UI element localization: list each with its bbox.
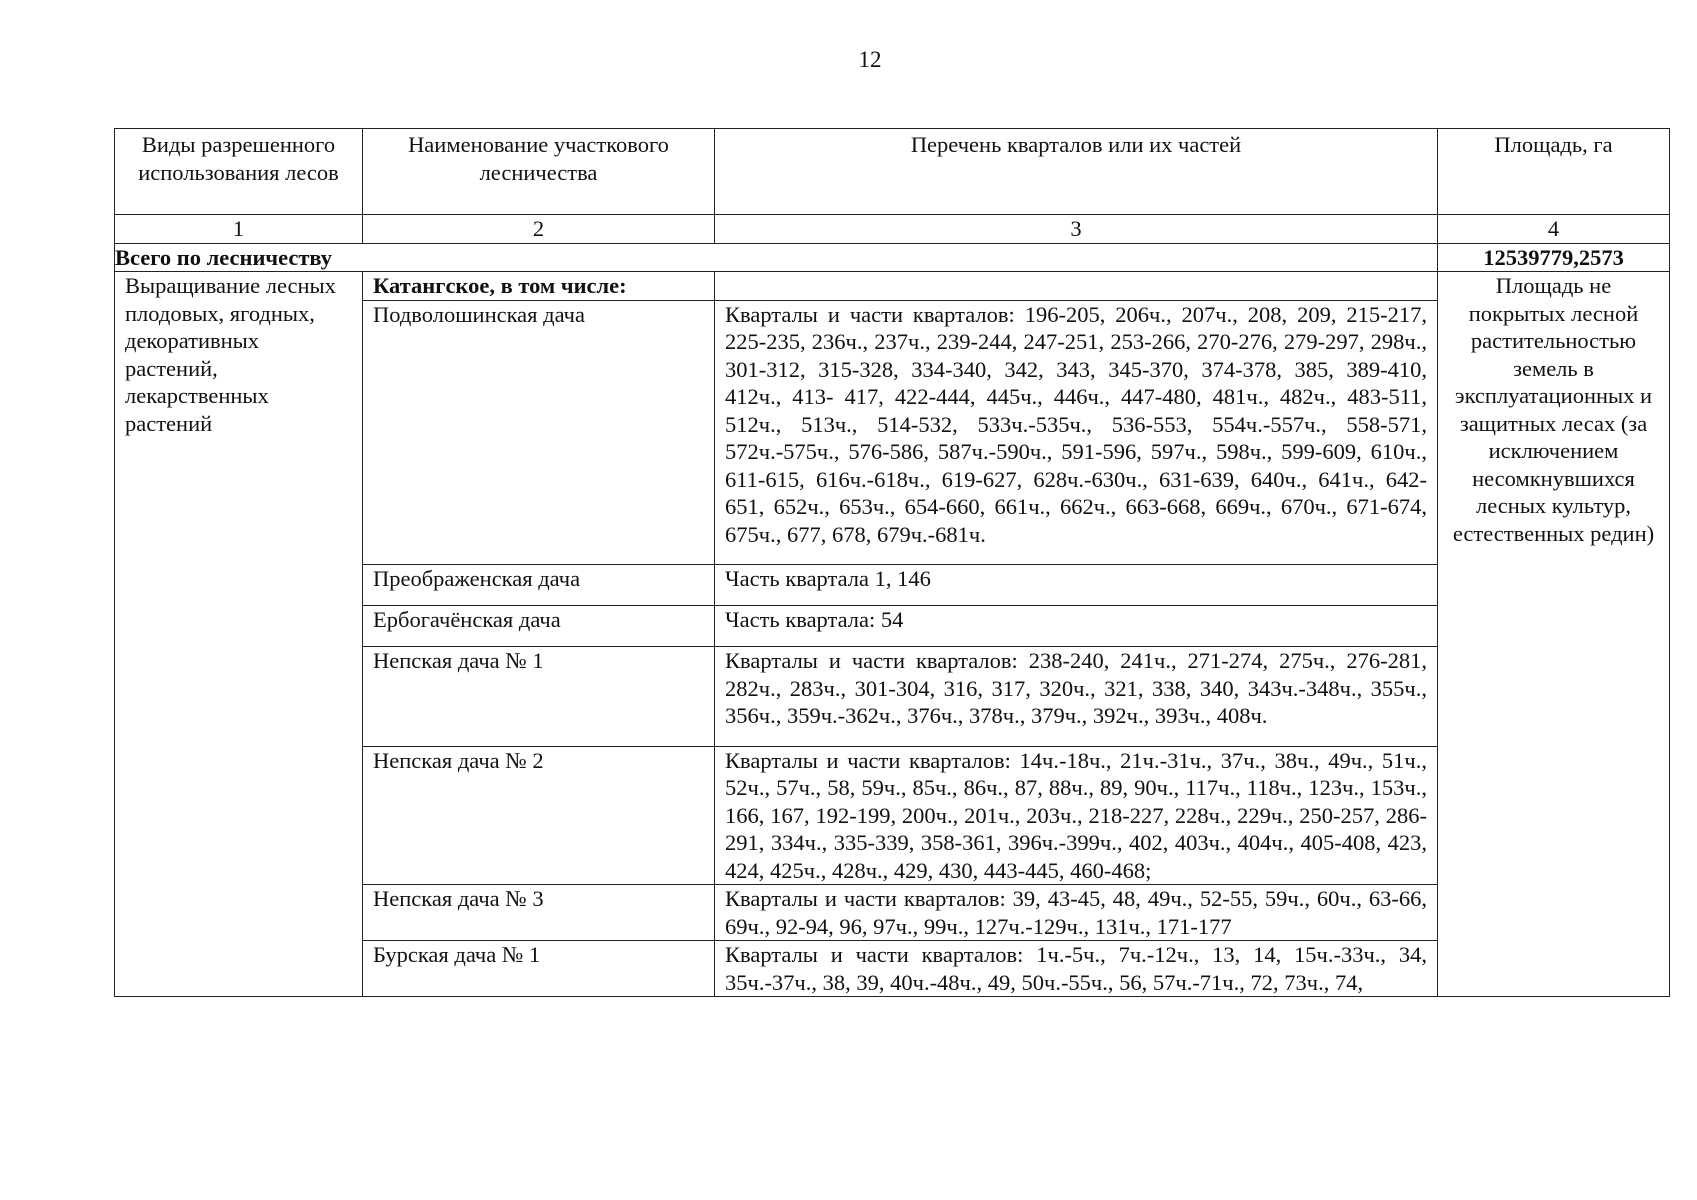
district-name: Подволошинская дача <box>363 300 715 565</box>
header-quarters-list: Перечень кварталов или их частей <box>715 129 1438 215</box>
empty-cell <box>715 272 1438 301</box>
quarters-list: Кварталы и части кварталов: 14ч.-18ч., 21ч.-31ч., 37ч., 38ч., 49ч., 51ч., 52ч., 57ч., 58, 59ч., 85ч., 86ч., 87, 88ч., 89, 90ч., 117ч., 118ч., 123ч., 153ч., 166, 167, 192-199, 200ч., 201ч., 203ч., 218-227, 228ч., 229ч., 250-257, 286-291, 334ч., 335-339, 358-361, 396ч.-399ч., 402, 403ч., 404ч., 405-408, 423, 424, 425ч., 428ч., 429, 430, 443-445, 460-468; <box>715 746 1438 885</box>
area-note-cell: Площадь не покрытых лесной растительностью земель в эксплуатационных и защитных лесах (за исключением несомкнувшихся лесных культур, естественных редин) <box>1438 272 1670 997</box>
district-name: Непская дача № 1 <box>363 647 715 747</box>
quarters-list: Кварталы и части кварталов: 39, 43-45, 48, 49ч., 52-55, 59ч., 60ч., 63-66, 69ч., 92-94, 96, 97ч., 99ч., 127ч.-129ч., 131ч., 171-177 <box>715 885 1438 941</box>
table-header-row <box>115 129 1670 215</box>
district-label: Катангское, в том числе: <box>363 272 715 301</box>
forest-use-table <box>114 128 1670 997</box>
district-name: Непская дача № 2 <box>363 746 715 885</box>
column-number-row <box>115 215 1670 244</box>
quarters-list: Кварталы и части кварталов: 238-240, 241ч., 271-274, 275ч., 276-281, 282ч., 283ч., 301-304, 316, 317, 320ч., 321, 338, 340, 343ч.-348ч., 355ч., 356ч., 359ч.-362ч., 376ч., 378ч., 379ч., 392ч., 393ч., 408ч. <box>715 647 1438 747</box>
column-number: 1 <box>115 215 363 244</box>
total-label: Всего по лесничеству <box>115 243 1438 272</box>
forest-use-cell: Выращивание лесных плодовых, ягодных, декоративных растений, лекарственных растений <box>115 272 363 997</box>
quarters-list: Кварталы и части кварталов: 196-205, 206ч., 207ч., 208, 209, 215-217, 225-235, 236ч., 237ч., 239-244, 247-251, 253-266, 270-276, 279-297, 298ч., 301-312, 315-328, 334-340, 342, 343, 345-370, 374-378, 385, 389-410, 412ч., 413- 417, 422-444, 445ч., 446ч., 447-480, 481ч., 482ч., 483-511, 512ч., 513ч., 514-532, 533ч.-535ч., 536-553, 554ч.-557ч., 558-571, 572ч.-575ч., 576-586, 587ч.-590ч., 591-596, 597ч., 598ч., 599-609, 610ч., 611-615, 616ч.-618ч., 619-627, 628ч.-630ч., 631-639, 640ч., 641ч., 642-651, 652ч., 653ч., 654-660, 661ч., 662ч., 663-668, 669ч., 670ч., 671-674, 675ч., 677, 678, 679ч.-681ч. <box>715 300 1438 565</box>
district-name: Бурская дача № 1 <box>363 941 715 997</box>
header-district-name: Наименование участкового лесничества <box>363 129 715 215</box>
total-value: 12539779,2573 <box>1438 243 1670 272</box>
quarters-list: Часть квартала 1, 146 <box>715 565 1438 606</box>
column-number: 4 <box>1438 215 1670 244</box>
district-name: Преображенская дача <box>363 565 715 606</box>
header-area: Площадь, га <box>1438 129 1670 215</box>
district-name: Непская дача № 3 <box>363 885 715 941</box>
column-number: 3 <box>715 215 1438 244</box>
quarters-list: Часть квартала: 54 <box>715 606 1438 647</box>
table-row <box>115 272 1670 301</box>
header-forest-use: Виды разрешенного использования лесов <box>115 129 363 215</box>
total-row <box>115 243 1670 272</box>
page-number: 12 <box>858 47 882 72</box>
quarters-list: Кварталы и части кварталов: 1ч.-5ч., 7ч.-12ч., 13, 14, 15ч.-33ч., 34, 35ч.-37ч., 38, 39, 40ч.-48ч., 49, 50ч.-55ч., 56, 57ч.-71ч., 72, 73ч., 74, <box>715 941 1438 997</box>
district-name: Ербогачёнская дача <box>363 606 715 647</box>
column-number: 2 <box>363 215 715 244</box>
